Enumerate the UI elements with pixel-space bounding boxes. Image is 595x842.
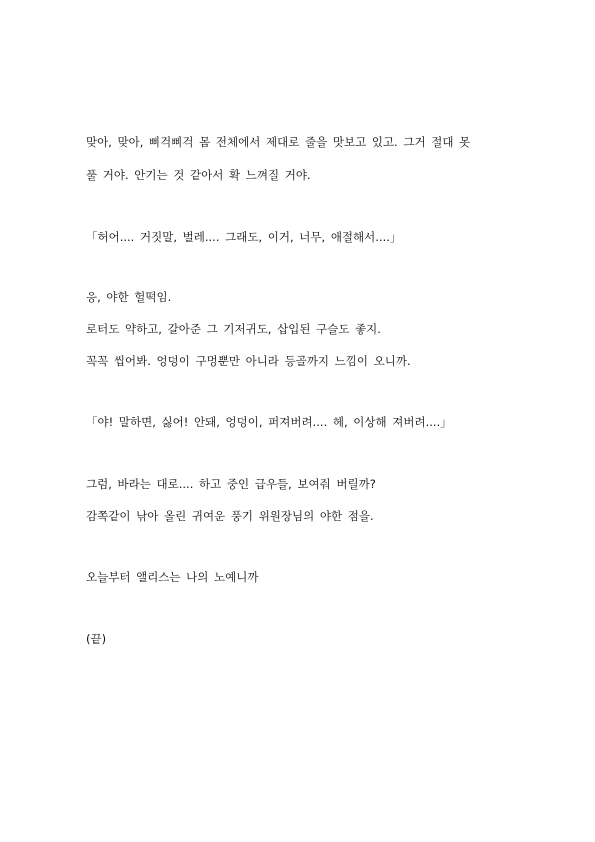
paragraph-line: 로터도 약하고, 갈아준 그 기저귀도, 삽입된 구슬도 좋지.: [86, 322, 381, 336]
paragraph-line: 맞아, 맞아, 삐걱삐걱 몸 전체에서 제대로 줄을 맛보고 있고. 그거 절대 못: [86, 135, 471, 149]
dialogue-line: 「허어.... 거짓말, 벌레.... 그래도, 이거, 너무, 애절해서....」: [86, 230, 402, 244]
paragraph-line: 응, 야한 헐떡임.: [86, 290, 172, 304]
paragraph-line: 그럼, 바라는 대로.... 하고 중인 급우들, 보여줘 버릴까?: [86, 477, 376, 491]
dialogue-line: 「야! 말하면, 싫어! 안돼, 엉덩이, 퍼져버려.... 헤, 이상해 져버려....」: [86, 415, 452, 429]
paragraph-line: 감쪽같이 낚아 올린 귀여운 풍기 위원장님의 야한 점을.: [86, 509, 374, 523]
paragraph-line: 꼭꼭 씹어봐. 엉덩이 구멍뿐만 아니라 등골까지 느낌이 오니까.: [86, 354, 411, 368]
paragraph-line: 풀 거야. 안기는 것 같아서 확 느껴질 거야.: [86, 168, 311, 182]
paragraph-line: 오늘부터 앨리스는 나의 노예니까: [86, 570, 259, 584]
end-mark: (끝): [86, 632, 107, 646]
